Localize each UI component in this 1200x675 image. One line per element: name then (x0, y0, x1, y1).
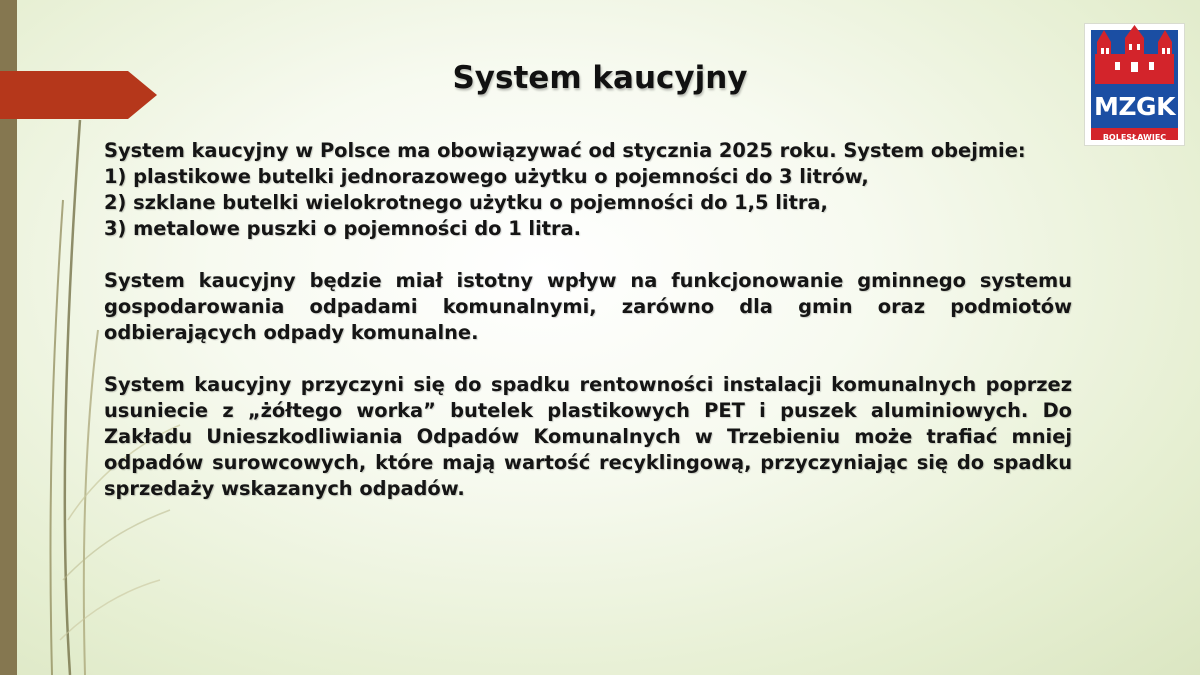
list-item: 1) plastikowe butelki jednorazowego użytku o pojemności do 3 litrów, (104, 165, 869, 188)
paragraph-profitability: System kaucyjny przyczyni się do spadku rentowności instalacji komunalnych poprzez usuniecie z „żółtego worka” butelek plastikowych PET i puszek aluminiowych. Do Zakładu Unieszkodliwiania Odpadów Komunalnych w Trzebieniu może trafiać mniej odpadów surowcowych, które mają wartość recyklingową, przyczyniając się do spadku sprzedaży wskazanych odpadów. (104, 373, 1072, 500)
paragraph-impact: System kaucyjny będzie miał istotny wpływ na funkcjonowanie gminnego systemu gospodarowania odpadami komunalnymi, zarówno dla gmin oraz podmiotów odbierających odpady komunalne. (104, 269, 1072, 344)
paragraph-intro: System kaucyjny w Polsce ma obowiązywać od stycznia 2025 roku. System obejmie: (104, 139, 1026, 162)
list-item: 3) metalowe puszki o pojemności do 1 litra. (104, 217, 582, 240)
list-item: 2) szklane butelki wielokrotnego użytku o pojemności do 1,5 litra, (104, 191, 828, 214)
logo-castle-icon (1085, 24, 1184, 145)
logo-subtitle: BOLESŁAWIEC (1102, 133, 1167, 142)
logo-text: MZGK (1094, 92, 1175, 121)
mzgk-logo (1084, 23, 1185, 146)
title-arrow-accent (0, 71, 157, 119)
slide-title: System kaucyjny (452, 60, 748, 96)
slide-body (104, 138, 1072, 502)
